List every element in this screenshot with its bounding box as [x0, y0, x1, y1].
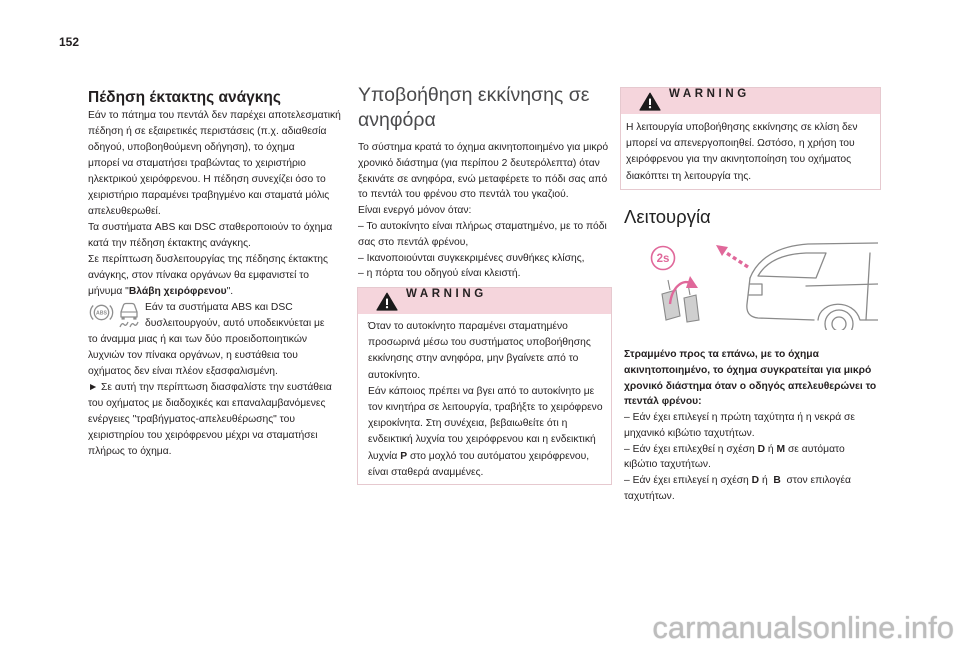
text-line — [626, 152, 872, 168]
text-line-content: Εάν τα συστήματα ABS και DSC — [145, 302, 293, 313]
text-line — [88, 364, 344, 380]
text-line — [88, 204, 344, 220]
text-line-content: Σε περίπτωση δυσλειτουργίας της πέδησης έκτακτης — [88, 254, 328, 265]
text-line — [88, 444, 344, 460]
release-direction-arrow — [716, 245, 748, 267]
hill-start-assist-title: Υποβοήθηση εκκίνησης σε ανηφόρα — [358, 84, 590, 131]
text-line — [88, 412, 344, 428]
text-line — [626, 120, 872, 136]
abs-dsc-warning-notice — [88, 300, 344, 332]
bold-text: Βλάβη χειρόφρενου — [128, 286, 227, 297]
text-line — [358, 251, 612, 267]
text-line-content — [624, 442, 845, 458]
text-line-content: ακινητοποιημένο, το όχημα συγκρατείται για μικρό — [624, 364, 872, 376]
text-segment: ή — [765, 443, 777, 455]
hill-start-assist-illustration — [646, 234, 878, 330]
text-line-content: είναι σταθερά αναμμένες. — [368, 466, 484, 478]
text-line-content: Εάν κάποιος πρέπει να βγει από το αυτοκίνητο με — [368, 385, 595, 397]
abs-warning-light-icon — [89, 300, 114, 325]
text-line — [368, 351, 603, 367]
text-line — [88, 332, 344, 348]
warning-header — [621, 88, 880, 114]
text-line-content: χειριστηρίου του χειρόφρενου μέχρι να σταματήσει — [88, 430, 318, 441]
text-line — [88, 172, 344, 188]
text-line-content: χειροκίνητα. Στη συνέχεια, βεβαιωθείτε ότι η — [368, 418, 568, 430]
text-line-content: δυσλειτουργούν, αυτό υποδεικνύεται με — [145, 318, 325, 329]
text-line — [368, 432, 603, 448]
hill-start-assist-text — [358, 140, 612, 282]
hill-start-exit-warning-box — [357, 287, 612, 485]
text-line — [368, 335, 603, 351]
warning-triangle-icon — [376, 292, 398, 311]
text-line-content: ανάγκης, στον πίνακα οργάνων θα εμφανιστεί το — [88, 270, 309, 281]
warning-text — [621, 114, 880, 189]
text-line-content: του οχήματος με διαδοχικές και επαναλαμβανόμενες — [88, 398, 326, 409]
text-line — [88, 380, 344, 396]
text-line-content: Στραμμένο προς τα επάνω, με το όχημα — [624, 349, 819, 360]
text-line-content: προσωρινά μέσω του συστήματος υποβοήθησης — [368, 337, 591, 349]
text-line-content: σας στο πεντάλ φρένου, — [358, 236, 469, 248]
text-line-content: Είναι ενεργό μόνον όταν: — [358, 205, 472, 217]
text-line-content: Όταν το αυτοκίνητο παραμένει σταματημένο — [368, 321, 568, 332]
watermark — [596, 609, 954, 647]
hold-time-label: 2s — [656, 253, 670, 265]
text-line — [88, 252, 344, 268]
text-line — [368, 384, 603, 400]
text-line — [624, 347, 880, 363]
text-line-content: ταχυτήτων. — [624, 490, 675, 502]
text-line-content: χειριστήριο παραμένει τραβηγμένο και σταματά μόλις — [88, 190, 330, 201]
text-segment: μήνυμα " — [88, 286, 129, 297]
bold-text: P — [400, 450, 408, 462]
text-line — [358, 203, 612, 219]
operation-conditions-lead — [624, 347, 880, 410]
page-number: 152 — [59, 35, 80, 49]
text-line-content: εκκίνησης στην ανηφόρα, μην βγαίνετε από το — [368, 353, 579, 365]
text-segment: λυχνία — [368, 450, 401, 462]
text-segment: σε αυτόματο — [785, 443, 845, 455]
watermark-text: carmanualsonline.info — [652, 610, 954, 645]
warning-header — [358, 288, 611, 314]
text-line-content: – Ικανοποιούνται συγκεκριμένες συνθήκες κλίσης, — [358, 252, 585, 264]
text-line — [358, 140, 612, 156]
text-line — [368, 400, 603, 416]
text-line — [368, 368, 603, 384]
text-line-content: χειρόφρενου για την ακινητοποίηση του οχήματος — [626, 154, 852, 166]
text-line — [624, 457, 880, 473]
text-line-content: – Το αυτοκίνητο είναι πλήρως σταματημένο, με το πόδι — [358, 220, 607, 232]
text-line-content: πέδηση ή σε εξαιρετικές περιστάσεις (π.χ. αδιαθεσία — [88, 126, 327, 137]
text-line-content: αυτοκίνητο. — [368, 369, 421, 381]
text-line — [88, 124, 344, 140]
text-line — [358, 172, 612, 188]
text-line-content: ξεκινάτε σε ανηφόρα, ενώ μεταφέρετε το πόδι σας από — [358, 173, 608, 185]
text-line — [624, 379, 880, 395]
text-segment: ". — [226, 286, 234, 297]
warning-text — [358, 314, 611, 484]
text-line — [624, 410, 880, 426]
text-line-content: ενδεικτική λυχνία του χειρόφρενου και η ενδεικτική — [368, 434, 596, 446]
abs-icon-label: ABS — [96, 310, 107, 317]
bold-text: D — [757, 443, 766, 455]
text-line-content: απελευθερωθεί. — [88, 206, 161, 217]
dsc-warning-light-icon — [116, 296, 142, 330]
abs-dsc-notice-text — [145, 300, 344, 332]
text-line-content: Το σύστημα κρατά το όχημα ακινητοποιημένο για μικρό — [358, 142, 609, 153]
text-line-content: το πεντάλ του φρένου στο πεντάλ του γκαζιού. — [358, 189, 569, 201]
text-line — [624, 473, 880, 489]
text-line-content: πεντάλ φρένου: — [624, 396, 702, 408]
text-line-content: λυχνιών τον πίνακα οργάνων, η ευστάθεια του — [88, 350, 298, 361]
text-segment: – Εάν έχει επιλεγεί η σχέση — [624, 475, 752, 487]
text-line-content: χρονικό διάστημα όταν ο οδηγός απελευθερώνει το — [624, 380, 877, 392]
text-line — [358, 235, 612, 251]
bold-text: D — [751, 475, 760, 487]
text-line — [88, 236, 344, 252]
text-line-content — [624, 473, 851, 489]
text-line-content: κατά την πέδηση έκτακτης ανάγκης. — [88, 238, 251, 249]
text-line — [88, 108, 344, 124]
text-line — [624, 426, 880, 442]
hill-start-deactivation-warning-box — [620, 87, 881, 190]
text-line — [624, 394, 880, 410]
text-line-content — [368, 449, 589, 465]
text-line-content: Τα συστήματα ABS και DSC σταθεροποιούν το όχημα — [88, 222, 333, 233]
text-line — [358, 156, 612, 172]
vehicle-outline — [747, 243, 878, 330]
bold-text: B — [773, 475, 781, 487]
warning-triangle-icon — [639, 92, 661, 111]
text-line — [626, 169, 872, 185]
text-line-content: μηχανικό κιβώτιο ταχυτήτων. — [624, 427, 755, 439]
text-line — [368, 319, 603, 335]
text-line-content: μπορεί να σταματήσει τραβώντας το χειριστήριο — [88, 158, 306, 169]
text-segment: στο μοχλό του αυτόματου χειρόφρενου, — [407, 450, 590, 462]
text-line — [145, 300, 344, 316]
text-line — [368, 465, 603, 481]
text-segment: – Εάν έχει επιλεχθεί η σχέση — [624, 443, 758, 455]
text-line — [626, 136, 872, 152]
text-line-content: χρονικό διάστημα (για περίπου 2 δευτερόλεπτα) όταν — [358, 157, 600, 169]
text-line-content: – Εάν έχει επιλεγεί η πρώτη ταχύτητα ή η νεκρά σε — [624, 412, 855, 423]
text-line — [358, 187, 612, 203]
text-line-content: Η λειτουργία υποβοήθησης εκκίνησης σε κλίση δεν — [626, 122, 858, 133]
text-line — [88, 220, 344, 236]
text-line-content: το άναμμα μιας ή και των δύο προειδοποιητικών — [88, 334, 308, 345]
text-line-content: κιβώτιο ταχυτήτων. — [624, 459, 711, 471]
text-line — [368, 449, 603, 465]
text-segment: στον επιλογέα — [780, 475, 851, 487]
text-line-content: οδηγού, υποβοηθούμενη οδήγηση), το όχημα — [88, 142, 295, 153]
emergency-braking-text — [88, 108, 344, 300]
text-line — [624, 442, 880, 458]
text-line-content: – η πόρτα του οδηγού είναι κλειστή. — [358, 268, 521, 280]
operation-conditions-list — [624, 410, 880, 505]
text-line — [358, 266, 612, 282]
text-line-content: οχήματος δεν είναι πλέον εξασφαλισμένη. — [88, 366, 278, 377]
hold-time-badge — [652, 247, 675, 270]
text-line-content: ενέργειες "τραβήγματος-απελευθέρωσης" του — [88, 414, 295, 425]
text-segment: ή — [759, 475, 774, 487]
text-line — [624, 363, 880, 379]
text-line-content: τον κινητήρα σε λειτουργία, τραβήξτε το χειρόφρενο — [368, 401, 603, 413]
text-line — [358, 219, 612, 235]
text-line-content: διακόπτει τη λειτουργία της. — [626, 170, 752, 182]
text-line — [145, 316, 344, 332]
text-line — [88, 140, 344, 156]
text-line-content: μπορεί να απενεργοποιηθεί. Ωστόσο, η χρήση του — [626, 138, 855, 150]
emergency-braking-instructions — [88, 332, 344, 460]
bold-text: M — [776, 443, 786, 455]
text-line-content: πλήρως το όχημα. — [88, 446, 172, 457]
text-line — [368, 416, 603, 432]
text-line — [88, 156, 344, 172]
warning-label: WARNING — [669, 88, 750, 100]
emergency-braking-title: Πέδηση έκτακτης ανάγκης — [88, 89, 281, 106]
text-line — [624, 489, 880, 505]
warning-label: WARNING — [406, 288, 487, 300]
text-line — [88, 268, 344, 284]
text-line — [88, 396, 344, 412]
text-line — [88, 188, 344, 204]
operation-heading: Λειτουργία — [624, 206, 711, 227]
text-line — [88, 428, 344, 444]
text-line — [88, 348, 344, 364]
text-line-content — [88, 284, 233, 300]
text-line-content: ► Σε αυτή την περίπτωση διασφαλίστε την ευστάθεια — [88, 382, 332, 393]
text-line-content: Εάν το πάτημα του πεντάλ δεν παρέχει αποτελεσματική — [88, 110, 341, 121]
text-line-content: ηλεκτρικού χειρόφρενου. Η πέδηση συνεχίζει όσο το — [88, 174, 326, 185]
